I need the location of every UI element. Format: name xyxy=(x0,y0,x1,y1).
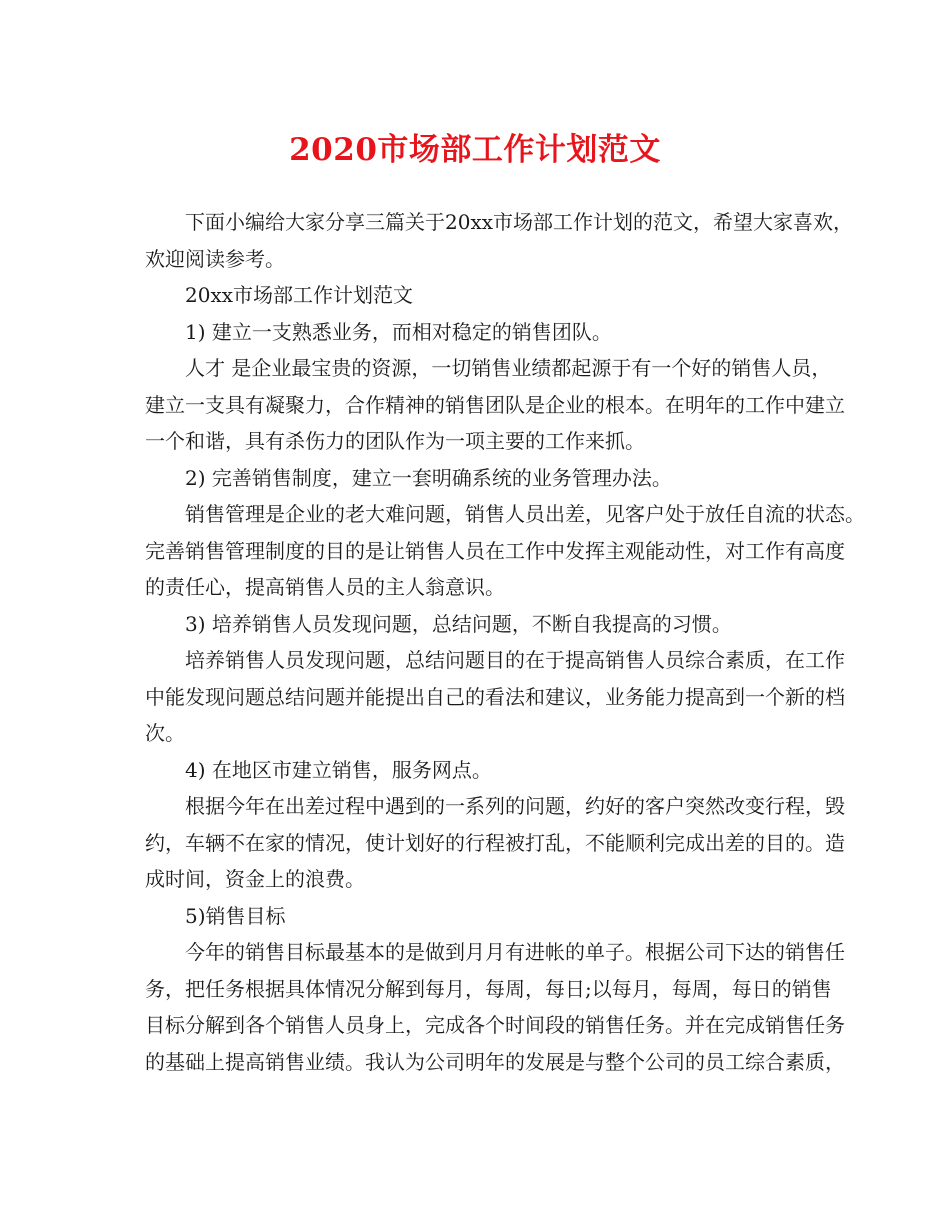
paragraph-line: 务，把任务根据具体情况分解到每月，每周，每日;以每月，每周，每日的销售 xyxy=(145,976,832,1001)
paragraph-line: 目标分解到各个销售人员身上，完成各个时间段的销售任务。并在完成销售任务 xyxy=(145,1013,845,1037)
paragraph-line: 的基础上提高销售业绩。我认为公司明年的发展是与整个公司的员工综合素质， xyxy=(145,1049,845,1074)
paragraph-line: 约，车辆不在家的情况，使计划好的行程被打乱，不能顺利完成出差的目的。造 xyxy=(145,830,845,855)
paragraph-line: 培养销售人员发现问题，总结问题目的在于提高销售人员综合素质，在工作 xyxy=(185,648,845,672)
section-heading: 3) 培养销售人员发现问题，总结问题，不断自我提高的习惯。 xyxy=(185,611,732,636)
section-heading: 1) 建立一支熟悉业务，而相对稳定的销售团队。 xyxy=(185,319,612,344)
section-heading: 5)销售目标 xyxy=(185,903,286,928)
paragraph-line: 下面小编给大家分享三篇关于20xx市场部工作计划的范文，希望大家喜欢， xyxy=(185,210,854,234)
section-heading: 2) 完善销售制度，建立一套明确系统的业务管理办法。 xyxy=(185,465,672,490)
section-heading: 4) 在地区市建立销售，服务网点。 xyxy=(185,757,492,782)
paragraph-line: 销售管理是企业的老大难问题，销售人员出差，见客户处于放任自流的状态。 xyxy=(185,502,865,526)
paragraph-line: 次。 xyxy=(145,721,185,745)
paragraph-line: 一个和谐，具有杀伤力的团队作为一项主要的工作来抓。 xyxy=(145,429,645,453)
paragraph-line: 人才 是企业最宝贵的资源，一切销售业绩都起源于有一个好的销售人员， xyxy=(185,356,832,380)
document-title: 2020市场部工作计划范文 xyxy=(289,132,661,168)
paragraph-line: 建立一支具有凝聚力，合作精神的销售团队是企业的根本。在明年的工作中建立 xyxy=(145,392,845,417)
paragraph-line: 的责任心，提高销售人员的主人翁意识。 xyxy=(145,575,505,599)
paragraph-line: 欢迎阅读参考。 xyxy=(145,246,285,271)
paragraph-line: 根据今年在出差过程中遇到的一系列的问题，约好的客户突然改变行程，毁 xyxy=(185,794,845,818)
paragraph-line: 今年的销售目标最基本的是做到月月有进帐的单子。根据公司下达的销售任 xyxy=(185,940,845,964)
document-body xyxy=(145,204,865,1080)
paragraph-line: 完善销售管理制度的目的是让销售人员在工作中发挥主观能动性，对工作有高度 xyxy=(145,538,845,563)
paragraph-line: 成时间，资金上的浪费。 xyxy=(145,867,365,891)
paragraph-line: 中能发现问题总结问题并能提出自己的看法和建议，业务能力提高到一个新的档 xyxy=(145,684,845,709)
section-heading: 20xx市场部工作计划范文 xyxy=(185,283,414,307)
